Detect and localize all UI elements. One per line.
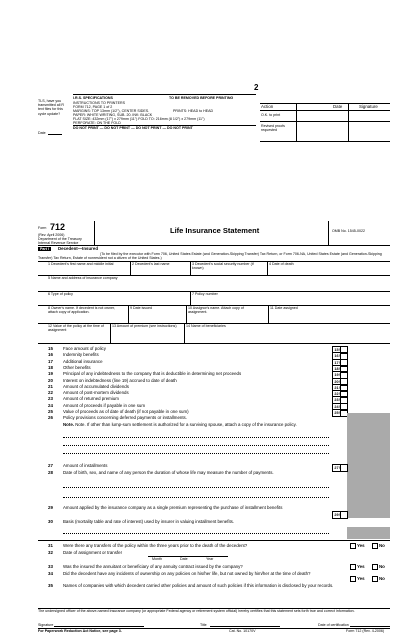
line-31-no-label: No [379,543,385,549]
field-8[interactable]: 8 Owner's name. If decedent is not owner, attach copy of application. [48,306,116,315]
line-33-no[interactable] [372,564,385,570]
action-table [260,103,390,141]
form-dept: Department of the Treasury [38,237,82,241]
line-27-num: 27 [48,463,53,468]
spec-top-rule [73,94,256,95]
footer-cat: Cat. No. 10170V [229,629,256,633]
line-24-amount[interactable]: $ [339,403,348,411]
line-35-num: 35 [48,583,53,588]
form-label: Form [38,226,47,230]
line-31-no[interactable] [372,543,385,549]
line-32-text: Date of assignment or transfer [63,550,123,555]
signature-label: Signature [38,623,54,627]
spec-line-2: MARGINS: TOP 13mm (1/2"), CENTER SIDES. [73,108,150,113]
line-15-box-num: 15 [332,346,341,354]
side-date-line [48,134,62,135]
form-rev: (Rev. April 2006) [38,233,65,237]
line-16-text: Indemnity benefits [63,352,99,358]
line-24-box-num: 24 [332,403,341,411]
line-16-amount[interactable]: $ [339,352,348,360]
certification-text: The undersigned officer of the above-named insurance company (or appropriate Federal agency or retirement system official) hereby certifies that this statement sets forth true and correct information. [38,609,355,613]
field-1[interactable]: 1 Decedent's first name and middle initial [48,262,114,266]
field-5[interactable]: 5 Name and address of insurance company [48,276,118,280]
spec-do-not-print: DO NOT PRINT — DO NOT PRINT — DO NOT PRINT — DO NOT PRINT [73,126,193,130]
form-title: Life Insurance Statement [170,226,260,235]
line-24-num: 24 [48,402,53,408]
spec-prints: PRINTS: HEAD to HEAD [173,108,214,113]
line-17-num: 17 [48,358,53,364]
omb-number: OMB No. 1545-0022 [332,229,365,233]
date-cert-line[interactable] [350,626,390,627]
footer-right: Form 712 (Rev. 4-2006) [346,629,385,633]
line-27-amount[interactable]: $ [339,464,348,472]
line-22-box-num: 22 [332,390,341,398]
line-22-amount[interactable]: $ [339,390,348,398]
date-day: Date [180,557,188,561]
date-header: Date [333,104,343,109]
date-year: Year [206,557,214,561]
ok-to-print: O.K. to print [261,113,281,117]
line-28 [48,470,338,477]
revised-proofs: Revised proofs requested [261,124,285,133]
line-18-amount[interactable]: $ [339,365,348,373]
line-15-num: 15 [48,346,53,351]
field-6[interactable]: 6 Type of policy [48,292,73,296]
spec-line-5: PERFORATE: ON THE FOLD [73,120,121,125]
line-17-amount[interactable]: $ [339,359,348,367]
line-31-yes[interactable] [350,543,365,549]
line-34-yes-checkbox[interactable] [350,576,356,582]
line-30-text: Basis (mortality table and rate of interest) used by insurer in valuing installment benefits. [63,519,235,524]
date-month: Month [152,557,162,561]
line-33-text: Was the insured the annuitant or beneficiary of any annuity contract issued by the company? [63,564,243,569]
date-cert-label: Date of certification [318,623,349,627]
line-18-num: 18 [48,364,53,370]
line-26-num: 26 [48,415,53,421]
line-25-amount[interactable]: $ [339,409,348,417]
line-29-box-num: 29 [332,511,341,519]
line-16-num: 16 [48,352,53,358]
line-19-text: Principal of any indebtedness to the company that is deductible in determining net proceeds [63,371,242,377]
line-21-amount[interactable]: $ [339,384,348,392]
line-25-text: Value of proceeds as of date of death (if not payable in one sum) [63,409,189,414]
shaded-area-26 [347,413,390,467]
field-4[interactable]: 4 Date of death [269,262,294,266]
line-20-box-num: 20 [332,378,341,386]
line-27-text: Amount of installments [63,463,108,468]
line-31-yes-label: Yes [357,543,365,549]
line-23-text: Amount of returned premium [63,396,119,402]
line-19-amount[interactable]: $ [339,371,348,379]
spec-title: I.R.S. SPECIFICATIONS [73,96,113,100]
line-28-num: 28 [48,470,53,475]
line-23-box-num: 23 [332,396,341,404]
line-31-num: 31 [48,543,53,548]
spec-line-1: FORM 712, PAGE 1 of 2 [73,104,113,109]
line26-note-text: Note. If other than lump-sum settlement is authorized for a surviving spouse, attach a copy of the insurance policy. [75,422,297,427]
field-10[interactable]: 10 Assignor's name. Attach copy of assignment. [188,306,244,315]
line-23-num: 23 [48,396,53,402]
line-33-yes-checkbox[interactable] [350,564,356,570]
line-33-no-checkbox[interactable] [372,564,378,570]
field-11[interactable]: 11 Date assigned [270,306,298,310]
spec-line-3: PAPER: WHITE WRITING, SUB. 20. INK: BLACK [73,112,153,117]
line-31-no-checkbox[interactable] [372,543,378,549]
line-34-no-label: No [379,576,385,582]
line-33-yes[interactable] [350,564,365,570]
line-22-num: 22 [48,390,53,396]
line-23-amount[interactable]: $ [339,396,348,404]
line-33-num: 33 [48,564,53,569]
field-12[interactable]: 12 Value of the policy at the time of assignment [48,324,104,333]
field-3[interactable]: 3 Decedent's social security number (if known) [192,262,254,271]
page-number: 2 [254,83,259,92]
side-note: TLS, have you transmitted all R text files for this cycle update? [38,99,64,116]
footer-left: For Paperwork Reduction Act Notice, see page 3. [38,629,122,633]
line-16-box-num: 16 [332,352,341,360]
signature-header: Signature [359,104,378,109]
line-26-text: Policy provisions concerning deferred payments or installments. [63,415,187,421]
line-22-text: Amount of post-mortem dividends [63,390,129,396]
field-14[interactable]: 14 Name of beneficiaries [186,324,226,328]
line-18-text: Other benefits [63,364,91,370]
line-28-text: Date of birth, sex, and name of any person the duration of whose life may measure the number of payments. [63,470,274,475]
line-29-num: 29 [48,505,53,510]
side-date-label: Date [38,131,46,135]
title-label: Title [200,623,207,627]
part1-tag: Part I [40,247,49,251]
line-21-box-num: 21 [332,384,341,392]
line-34-yes[interactable] [350,576,365,582]
line26-note: Note. Note. If other than lump-sum settlement is authorized for a surviving spouse, attach a copy of the insurance policy. [63,422,297,427]
form-number: 712 [50,222,66,232]
line-19-num: 19 [48,371,53,377]
line-20-num: 20 [48,377,53,383]
line-29-amount[interactable]: $ [339,511,348,519]
line-24-text: Amount of proceeds if payable in one sum [63,402,146,408]
title-line[interactable] [210,626,280,627]
irs-spec-block [73,94,256,141]
spec-line-0: INSTRUCTIONS TO PRINTERS [73,100,125,105]
line-31-yes-checkbox[interactable] [350,543,356,549]
field-7[interactable]: 7 Policy number [192,292,218,296]
line-34-yes-label: Yes [357,576,365,582]
line-33-no-label: No [379,564,385,570]
line-34-text: Did the decedent have any incidents of ownership on any policies on his/her life, but not owned by him/her at the time of death? [63,571,311,576]
line-20-text: Interest on indebtedness (line 19) accrued to date of death [63,377,177,383]
shaded-area-30 [347,527,390,539]
line-33-yes-label: Yes [357,564,365,570]
part1-title: Decedent—Insured [58,246,99,251]
field-9[interactable]: 9 Date issued [130,306,152,310]
line-15-text: Face amount of policy [63,346,106,351]
field-13[interactable]: 13 Amount of premium (see instructions) [112,324,177,328]
spec-line-4: FLAT SIZE: 432mm (17") x 279mm (11") FOLD TO: 216mm (8 1/2") x 279mm (11") [73,116,205,121]
spec-removal: TO BE REMOVED BEFORE PRINTING [169,96,234,100]
line-20-amount[interactable]: $ [339,378,348,386]
action-header: Action [261,104,274,109]
line-35-text: Names of companies with which decedent carried other policies and amount of such policies if this information is disclosed by your records. [63,583,334,588]
line-15-amount[interactable]: $ [339,346,348,354]
line-34-num: 34 [48,571,53,576]
line-21-num: 21 [48,383,53,389]
line-27-box-num: 27 [332,464,341,472]
line-19-box-num: 19 [332,371,341,379]
line-31-text: Were there any transfers of the policy within the three years prior to the death of the decedent? [63,543,248,548]
line-32-num: 32 [48,550,53,555]
line-29-text: Amount applied by the insurance company as a single premium representing the purchase of installment benefits [63,505,283,510]
line-17-box-num: 17 [332,359,341,367]
line-30-num: 30 [48,519,53,524]
shaded-area-28 [347,466,390,518]
line-25-num: 25 [48,409,53,414]
line-25-box-num: 25 [332,409,341,417]
form-irs: Internal Revenue Service [38,241,79,245]
line-17-text: Additional insurance [63,358,103,364]
line-34-no-checkbox[interactable] [372,576,378,582]
part1-desc: (To be filed by the executor with Form 706, United States Estate (and Generation-Skipping Transfer) Tax Return, or Form 706-NA, United States Estate (and Generation-Skipping Transfer) Tax Return, Estate of nonresident not a citizen of the United States.) [38,251,382,260]
field-2[interactable]: 2 Decedent's last name [132,262,170,266]
line-21-text: Amount of accumulated dividends [63,383,129,389]
signature-line[interactable] [54,626,144,627]
line-18-box-num: 18 [332,365,341,373]
line-34-no[interactable] [372,576,385,582]
